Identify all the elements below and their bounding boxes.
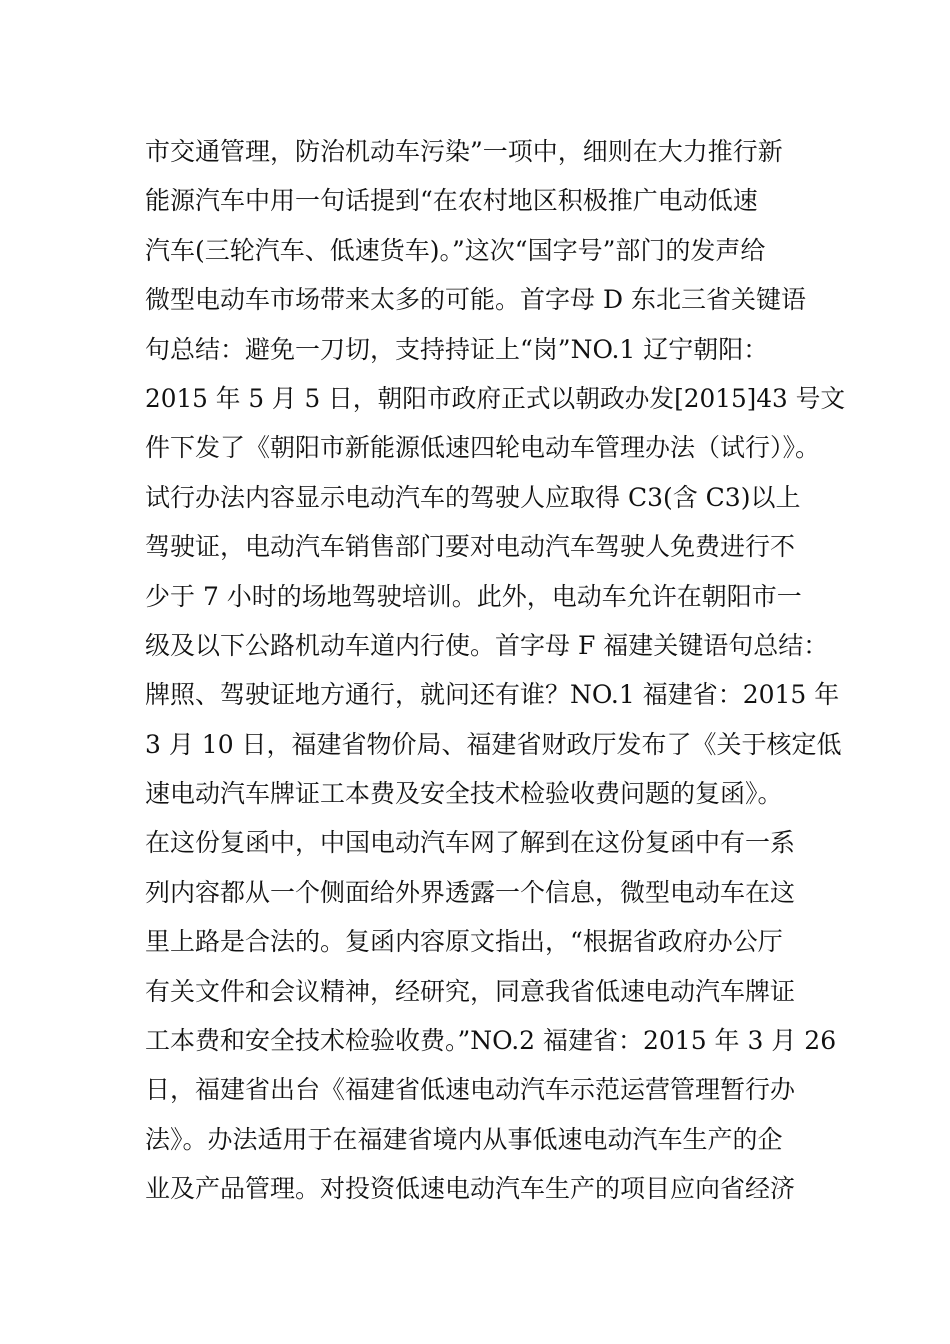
text-line: 3 月 10 日，福建省物价局、福建省财政厅发布了《关于核定低 xyxy=(145,729,842,759)
text-line: 在这份复函中，中国电动汽车网了解到在这份复函中有一系 xyxy=(145,828,796,858)
text-line: 速电动汽车牌证工本费及安全技术检验收费问题的复函》。 xyxy=(145,779,783,809)
text-line: 驾驶证，电动汽车销售部门要对电动汽车驾驶人免费进行不 xyxy=(145,532,796,562)
text-line: 里上路是合法的。复函内容原文指出，“根据省政府办公厅 xyxy=(145,927,783,957)
text-line: 件下发了《朝阳市新能源低速四轮电动车管理办法（试行）》。 xyxy=(145,433,821,463)
text-line: 汽车(三轮汽车、低速货车)。”这次“国字号”部门的发声给 xyxy=(145,235,766,265)
body-text xyxy=(145,127,845,1214)
text-line: 列内容都从一个侧面给外界透露一个信息，微型电动车在这 xyxy=(145,877,796,907)
text-line: 级及以下公路机动车道内行使。首字母 F 福建关键语句总结： xyxy=(145,630,829,660)
text-line: 法》。办法适用于在福建省境内从事低速电动汽车生产的企 xyxy=(145,1124,783,1154)
text-line: 试行办法内容显示电动汽车的驾驶人应取得 C3(含 C3)以上 xyxy=(145,482,801,512)
text-line: 日，福建省出台《福建省低速电动汽车示范运营管理暂行办 xyxy=(145,1075,796,1105)
text-line: 有关文件和会议精神，经研究，同意我省低速电动汽车牌证 xyxy=(145,976,796,1006)
text-line: 市交通管理，防治机动车污染”一项中，细则在大力推行新 xyxy=(145,137,783,166)
text-line: 牌照、驾驶证地方通行，就问还有谁？NO.1 福建省：2015 年 xyxy=(145,680,840,710)
text-line: 少于 7 小时的场地驾驶培训。此外，电动车允许在朝阳市一 xyxy=(145,581,802,611)
text-line: 能源汽车中用一句话提到“在农村地区积极推广电动低速 xyxy=(145,186,758,216)
text-line: 工本费和安全技术检验收费。”NO.2 福建省：2015 年 3 月 26 xyxy=(145,1026,837,1056)
text-line: 微型电动车市场带来太多的可能。首字母 D 东北三省关键语 xyxy=(145,285,806,315)
text-line: 句总结：避免一刀切，支持持证上“岗”NO.1 辽宁朝阳： xyxy=(145,334,769,364)
text-line: 业及产品管理。对投资低速电动汽车生产的项目应向省经济 xyxy=(145,1174,796,1204)
text-line: 2015 年 5 月 5 日，朝阳市政府正式以朝政办发[2015]43 号文 xyxy=(145,383,846,413)
